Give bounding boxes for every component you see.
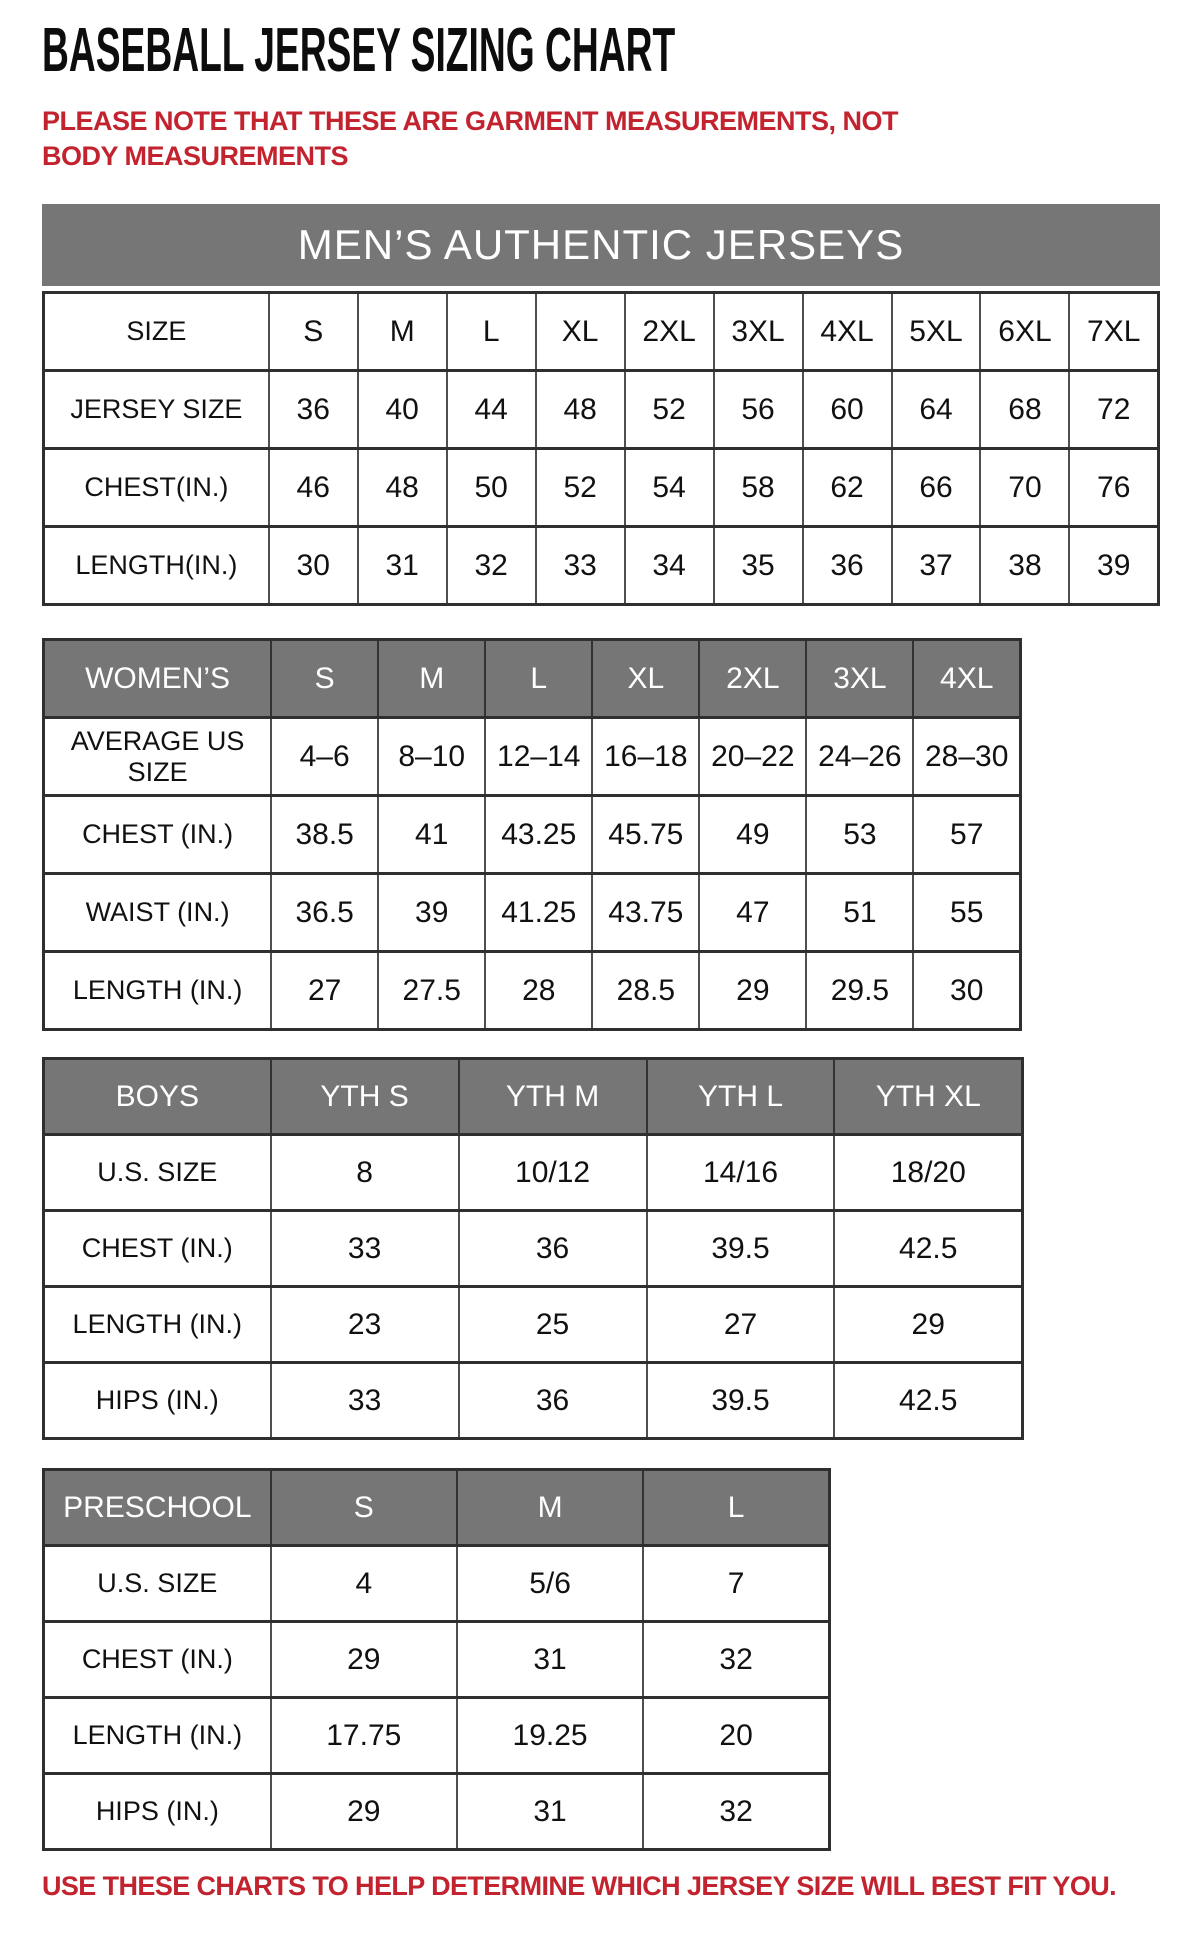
womens-data-cell: 39 (378, 874, 485, 952)
mens-data-cell: 62 (803, 449, 892, 527)
preschool-data-cell: 19.25 (457, 1698, 643, 1774)
womens-data-cell: 29.5 (806, 952, 913, 1030)
boys-table-section (42, 1057, 1164, 1440)
womens-table-row (44, 718, 1021, 796)
womens-table-row (44, 874, 1021, 952)
mens-data-cell: 37 (892, 527, 981, 605)
womens-row-label: CHEST (IN.) (44, 796, 272, 874)
mens-row-label: SIZE (44, 293, 269, 371)
womens-header-row (44, 640, 1021, 718)
mens-data-cell: 50 (447, 449, 536, 527)
womens-data-cell: 43.25 (485, 796, 592, 874)
womens-data-cell: 57 (913, 796, 1020, 874)
womens-data-cell: 4–6 (271, 718, 378, 796)
preschool-row-label: CHEST (IN.) (44, 1622, 271, 1698)
preschool-row-label: LENGTH (IN.) (44, 1698, 271, 1774)
preschool-data-cell: 20 (643, 1698, 829, 1774)
boys-data-cell: 39.5 (647, 1363, 835, 1439)
mens-data-cell: 3XL (714, 293, 803, 371)
mens-data-cell: 72 (1069, 371, 1158, 449)
mens-data-cell: 33 (536, 527, 625, 605)
preschool-data-cell: 7 (643, 1546, 829, 1622)
womens-table-row (44, 796, 1021, 874)
mens-data-cell: 40 (358, 371, 447, 449)
boys-data-cell: 42.5 (834, 1211, 1022, 1287)
womens-table-row (44, 952, 1021, 1030)
preschool-data-cell: 17.75 (271, 1698, 457, 1774)
preschool-row-label: U.S. SIZE (44, 1546, 271, 1622)
mens-data-cell: M (358, 293, 447, 371)
mens-table-row (44, 449, 1159, 527)
womens-header-cell: M (378, 640, 485, 718)
womens-header-cell: S (271, 640, 378, 718)
womens-data-cell: 28.5 (592, 952, 699, 1030)
preschool-header-row (44, 1470, 830, 1546)
preschool-row-label: HIPS (IN.) (44, 1774, 271, 1850)
mens-data-cell: 34 (625, 527, 714, 605)
boys-row-label: HIPS (IN.) (44, 1363, 271, 1439)
womens-data-cell: 55 (913, 874, 1020, 952)
boys-header-cell: YTH M (459, 1059, 647, 1135)
mens-data-cell: 32 (447, 527, 536, 605)
womens-header-cell: 2XL (699, 640, 806, 718)
boys-row-label: CHEST (IN.) (44, 1211, 271, 1287)
womens-data-cell: 43.75 (592, 874, 699, 952)
boys-data-cell: 14/16 (647, 1135, 835, 1211)
mens-data-cell: 64 (892, 371, 981, 449)
mens-data-cell: 76 (1069, 449, 1158, 527)
preschool-table-row (44, 1546, 830, 1622)
womens-data-cell: 53 (806, 796, 913, 874)
preschool-data-cell: 29 (271, 1622, 457, 1698)
mens-data-cell: 38 (980, 527, 1069, 605)
womens-data-cell: 24–26 (806, 718, 913, 796)
preschool-table-row (44, 1698, 830, 1774)
preschool-header-cell: L (643, 1470, 829, 1546)
mens-data-cell: 39 (1069, 527, 1158, 605)
mens-data-cell: 48 (358, 449, 447, 527)
footer-note: USE THESE CHARTS TO HELP DETERMINE WHICH JERSEY SIZE WILL BEST FIT YOU. (42, 1871, 1117, 1902)
boys-header-cell: YTH L (647, 1059, 835, 1135)
mens-data-cell: 56 (714, 371, 803, 449)
boys-data-cell: 27 (647, 1287, 835, 1363)
boys-data-cell: 25 (459, 1287, 647, 1363)
mens-row-label: JERSEY SIZE (44, 371, 269, 449)
womens-data-cell: 49 (699, 796, 806, 874)
preschool-data-cell: 5/6 (457, 1546, 643, 1622)
boys-header-row (44, 1059, 1023, 1135)
mens-data-cell: 30 (269, 527, 358, 605)
mens-table-section (42, 204, 1164, 606)
garment-measurement-note: PLEASE NOTE THAT THESE ARE GARMENT MEASUREMENTS, NOT BODY MEASUREMENTS (42, 106, 899, 172)
womens-data-cell: 36.5 (271, 874, 378, 952)
womens-data-cell: 27.5 (378, 952, 485, 1030)
mens-data-cell: 68 (980, 371, 1069, 449)
preschool-data-cell: 29 (271, 1774, 457, 1850)
boys-header-cell: YTH S (271, 1059, 459, 1135)
boys-header-cell: YTH XL (834, 1059, 1022, 1135)
mens-table-row (44, 527, 1159, 605)
mens-data-cell: S (269, 293, 358, 371)
preschool-data-cell: 32 (643, 1622, 829, 1698)
mens-data-cell: 66 (892, 449, 981, 527)
womens-table-section (42, 638, 1164, 1031)
boys-data-cell: 33 (271, 1363, 459, 1439)
boys-header-label: BOYS (44, 1059, 271, 1135)
mens-data-cell: 70 (980, 449, 1069, 527)
mens-data-cell: L (447, 293, 536, 371)
boys-size-table (42, 1057, 1024, 1440)
mens-size-table (42, 291, 1160, 606)
womens-data-cell: 41.25 (485, 874, 592, 952)
mens-row-label: CHEST(IN.) (44, 449, 269, 527)
boys-data-cell: 23 (271, 1287, 459, 1363)
boys-data-cell: 18/20 (834, 1135, 1022, 1211)
preschool-table-row (44, 1622, 830, 1698)
preschool-table-section (42, 1468, 1164, 1851)
womens-data-cell: 8–10 (378, 718, 485, 796)
womens-data-cell: 45.75 (592, 796, 699, 874)
mens-data-cell: 31 (358, 527, 447, 605)
womens-header-label: WOMEN’S (44, 640, 272, 718)
preschool-data-cell: 4 (271, 1546, 457, 1622)
womens-data-cell: 29 (699, 952, 806, 1030)
mens-data-cell: 60 (803, 371, 892, 449)
womens-data-cell: 20–22 (699, 718, 806, 796)
womens-header-cell: 4XL (913, 640, 1020, 718)
boys-table-row (44, 1363, 1023, 1439)
boys-data-cell: 10/12 (459, 1135, 647, 1211)
womens-size-table (42, 638, 1022, 1031)
mens-data-cell: 48 (536, 371, 625, 449)
mens-data-cell: 52 (536, 449, 625, 527)
womens-row-label: AVERAGE US SIZE (44, 718, 272, 796)
mens-data-cell: 46 (269, 449, 358, 527)
womens-header-cell: 3XL (806, 640, 913, 718)
mens-row-label: LENGTH(IN.) (44, 527, 269, 605)
mens-data-cell: 36 (803, 527, 892, 605)
mens-data-cell: 54 (625, 449, 714, 527)
mens-data-cell: 52 (625, 371, 714, 449)
mens-table-banner: MEN’S AUTHENTIC JERSEYS (42, 204, 1160, 286)
boys-data-cell: 42.5 (834, 1363, 1022, 1439)
boys-table-row (44, 1211, 1023, 1287)
mens-data-cell: 2XL (625, 293, 714, 371)
mens-data-cell: 35 (714, 527, 803, 605)
womens-data-cell: 51 (806, 874, 913, 952)
womens-row-label: LENGTH (IN.) (44, 952, 272, 1030)
preschool-header-cell: M (457, 1470, 643, 1546)
mens-data-cell: 7XL (1069, 293, 1158, 371)
preschool-header-cell: S (271, 1470, 457, 1546)
boys-row-label: LENGTH (IN.) (44, 1287, 271, 1363)
boys-row-label: U.S. SIZE (44, 1135, 271, 1211)
womens-data-cell: 28–30 (913, 718, 1020, 796)
boys-data-cell: 8 (271, 1135, 459, 1211)
preschool-data-cell: 31 (457, 1774, 643, 1850)
boys-data-cell: 39.5 (647, 1211, 835, 1287)
mens-table-row (44, 371, 1159, 449)
womens-data-cell: 16–18 (592, 718, 699, 796)
preschool-header-label: PRESCHOOL (44, 1470, 271, 1546)
page-title: BASEBALL JERSEY SIZING CHART (42, 16, 676, 85)
womens-header-cell: XL (592, 640, 699, 718)
womens-data-cell: 30 (913, 952, 1020, 1030)
womens-header-cell: L (485, 640, 592, 718)
mens-data-cell: 4XL (803, 293, 892, 371)
womens-data-cell: 47 (699, 874, 806, 952)
boys-data-cell: 29 (834, 1287, 1022, 1363)
preschool-data-cell: 31 (457, 1622, 643, 1698)
mens-data-cell: 6XL (980, 293, 1069, 371)
boys-data-cell: 33 (271, 1211, 459, 1287)
preschool-table-row (44, 1774, 830, 1850)
mens-table-row (44, 293, 1159, 371)
womens-data-cell: 12–14 (485, 718, 592, 796)
mens-data-cell: 58 (714, 449, 803, 527)
mens-data-cell: XL (536, 293, 625, 371)
boys-table-row (44, 1135, 1023, 1211)
womens-row-label: WAIST (IN.) (44, 874, 272, 952)
mens-data-cell: 44 (447, 371, 536, 449)
mens-data-cell: 36 (269, 371, 358, 449)
preschool-data-cell: 32 (643, 1774, 829, 1850)
preschool-size-table (42, 1468, 831, 1851)
boys-data-cell: 36 (459, 1211, 647, 1287)
womens-data-cell: 41 (378, 796, 485, 874)
boys-data-cell: 36 (459, 1363, 647, 1439)
womens-data-cell: 38.5 (271, 796, 378, 874)
boys-table-row (44, 1287, 1023, 1363)
womens-data-cell: 28 (485, 952, 592, 1030)
mens-data-cell: 5XL (892, 293, 981, 371)
womens-data-cell: 27 (271, 952, 378, 1030)
